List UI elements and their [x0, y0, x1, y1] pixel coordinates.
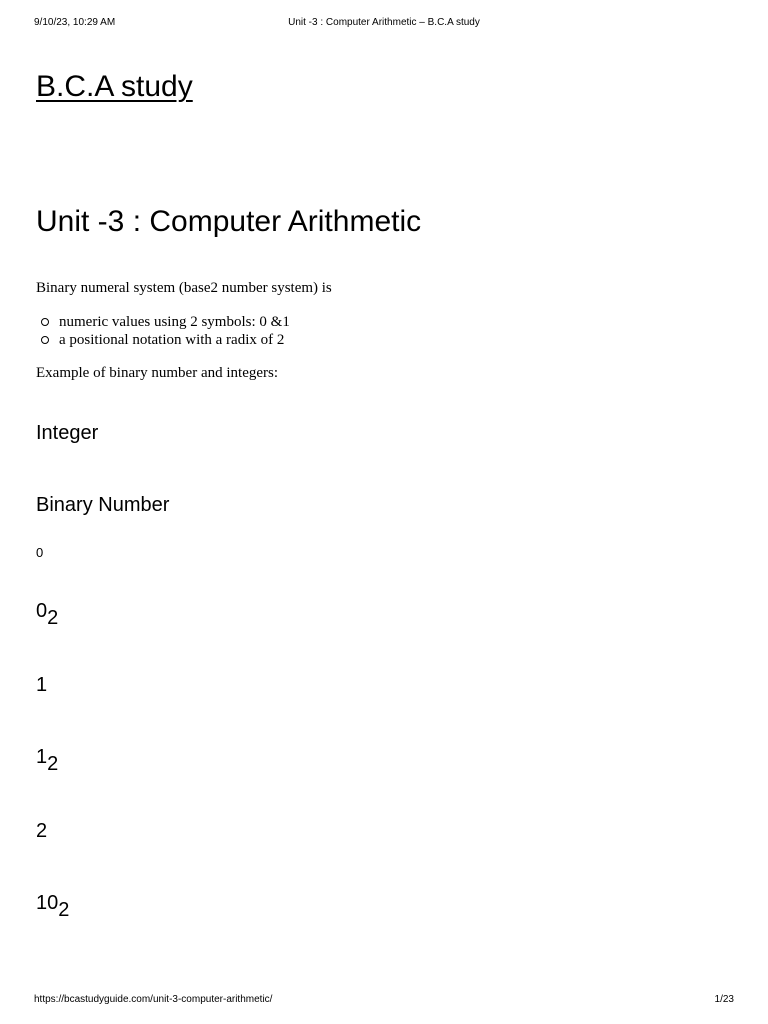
table-header-binary: Binary Number	[36, 494, 170, 516]
table-cell-integer: 0	[36, 545, 44, 560]
page-number: 1/23	[714, 994, 734, 1005]
intro-paragraph: Binary numeral system (base2 number system) is	[36, 280, 332, 296]
table-cell-binary	[36, 892, 70, 921]
bullet-item: a positional notation with a radix of 2	[36, 331, 290, 349]
print-doc-title: Unit -3 : Computer Arithmetic – B.C.A study	[288, 17, 480, 28]
binary-base-subscript: 2	[47, 607, 59, 629]
binary-base-subscript: 2	[47, 753, 59, 775]
binary-value: 0	[36, 600, 48, 622]
table-cell-integer: 2	[36, 820, 48, 842]
binary-value: 10	[36, 892, 59, 914]
binary-value: 1	[36, 746, 48, 768]
binary-base-subscript: 2	[58, 899, 70, 921]
page-title: Unit -3 : Computer Arithmetic	[36, 205, 422, 238]
table-cell-binary	[36, 600, 59, 629]
bullet-item: numeric values using 2 symbols: 0 &1	[36, 313, 290, 331]
example-paragraph: Example of binary number and integers:	[36, 365, 279, 381]
table-cell-binary	[36, 746, 59, 775]
table-header-integer: Integer	[36, 422, 99, 444]
site-title-link[interactable]: B.C.A study	[36, 70, 193, 103]
table-cell-integer: 1	[36, 674, 48, 696]
bullet-list	[36, 313, 290, 349]
print-url: https://bcastudyguide.com/unit-3-computer-arithmetic/	[34, 994, 273, 1005]
print-datetime: 9/10/23, 10:29 AM	[34, 17, 116, 28]
